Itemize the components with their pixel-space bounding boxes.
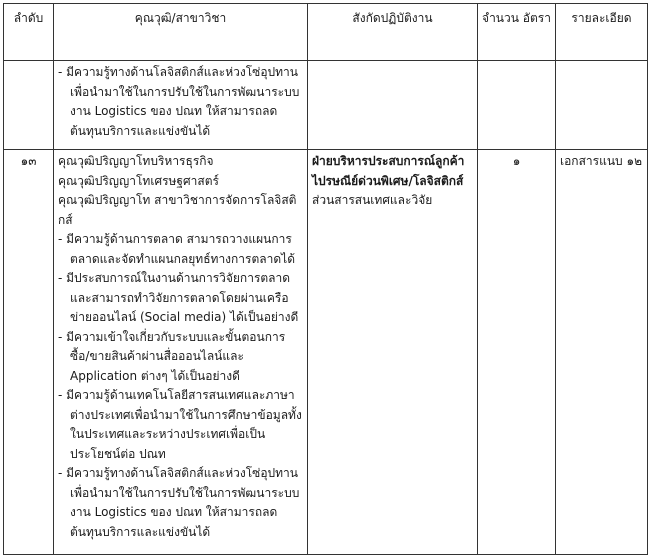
- header-count: จำนวน อัตรา: [478, 4, 556, 61]
- row-number-cell: ๑๓: [4, 150, 54, 555]
- row-number-cell: [4, 61, 54, 150]
- positions-table: [3, 3, 648, 555]
- detail-cell: เอกสารแนบ ๑๒: [556, 150, 648, 555]
- department-name: ฝ่ายบริหารประสบการณ์ลูกค้าไปรษณีย์ด่วนพิเศษ/โลจิสติกส์: [312, 154, 465, 188]
- department-cell: [308, 61, 478, 150]
- table-row: [4, 61, 648, 150]
- qualification-cell: [54, 61, 308, 150]
- table-row: [4, 150, 648, 555]
- department-section: ส่วนสารสนเทศและวิจัย: [312, 193, 433, 207]
- header-department: สังกัดปฏิบัติงาน: [308, 4, 478, 61]
- count-cell: [478, 61, 556, 150]
- list-item: - มีความรู้ด้านการตลาด สามารถวางแผนการตลาดและจัดทำแผนกลยุทธ์ทางการตลาดได้: [58, 232, 295, 266]
- list-item: - มีความรู้ด้านเทคโนโลยีสารสนเทศและภาษาต่างประเทศเพื่อนำมาใช้ในการศึกษาข้อมูลทั้งในประเทศและระหว่างประเทศเพื่อเป็นประโยชน์ต่อ ปณท: [58, 388, 302, 461]
- list-item: - มีความรู้ทางด้านโลจิสติกส์และห่วงโซ่อุปทานเพื่อนำมาใช้ในการปรับใช้ในการพัฒนาระบบงาน Logistics ของ ปณท ให้สามารถลดต้นทุนบริการและแข่งขันได้: [58, 65, 300, 138]
- header-number: ลำดับ: [4, 4, 54, 61]
- list-item: - มีความเข้าใจเกี่ยวกับระบบและขั้นตอนการซื้อ/ขายสินค้าผ่านสื่อออนไลน์และ Application ต่างๆ ได้เป็นอย่างดี: [58, 329, 286, 383]
- header-qualification: คุณวุฒิ/สาขาวิชา: [54, 4, 308, 61]
- qualification-cell: [54, 150, 308, 555]
- count-cell: ๑: [478, 150, 556, 555]
- list-item: - มีความรู้ทางด้านโลจิสติกส์และห่วงโซ่อุปทานเพื่อนำมาใช้ในการปรับใช้ในการพัฒนาระบบงาน Logistics ของ ปณท ให้สามารถลดต้นทุนบริการและแข่งขันได้: [58, 466, 300, 539]
- qualification-line: คุณวุฒิปริญญาโทเศรษฐศาสตร์: [58, 173, 219, 188]
- header-detail: รายละเอียด: [556, 4, 648, 61]
- qualification-line: คุณวุฒิปริญญาโท สาขาวิชาการจัดการโลจิสติกส์: [58, 193, 297, 227]
- list-item: - มีประสบการณ์ในงานด้านการวิจัยการตลาดและสามารถทำวิจัยการตลาดโดยผ่านเครือข่ายออนไลน์ (Social media) ได้เป็นอย่างดี: [58, 271, 299, 324]
- header-row: [4, 4, 648, 61]
- detail-cell: [556, 61, 648, 150]
- department-cell: [308, 150, 478, 555]
- qualification-line: คุณวุฒิปริญญาโทบริหารธุรกิจ: [58, 154, 214, 168]
